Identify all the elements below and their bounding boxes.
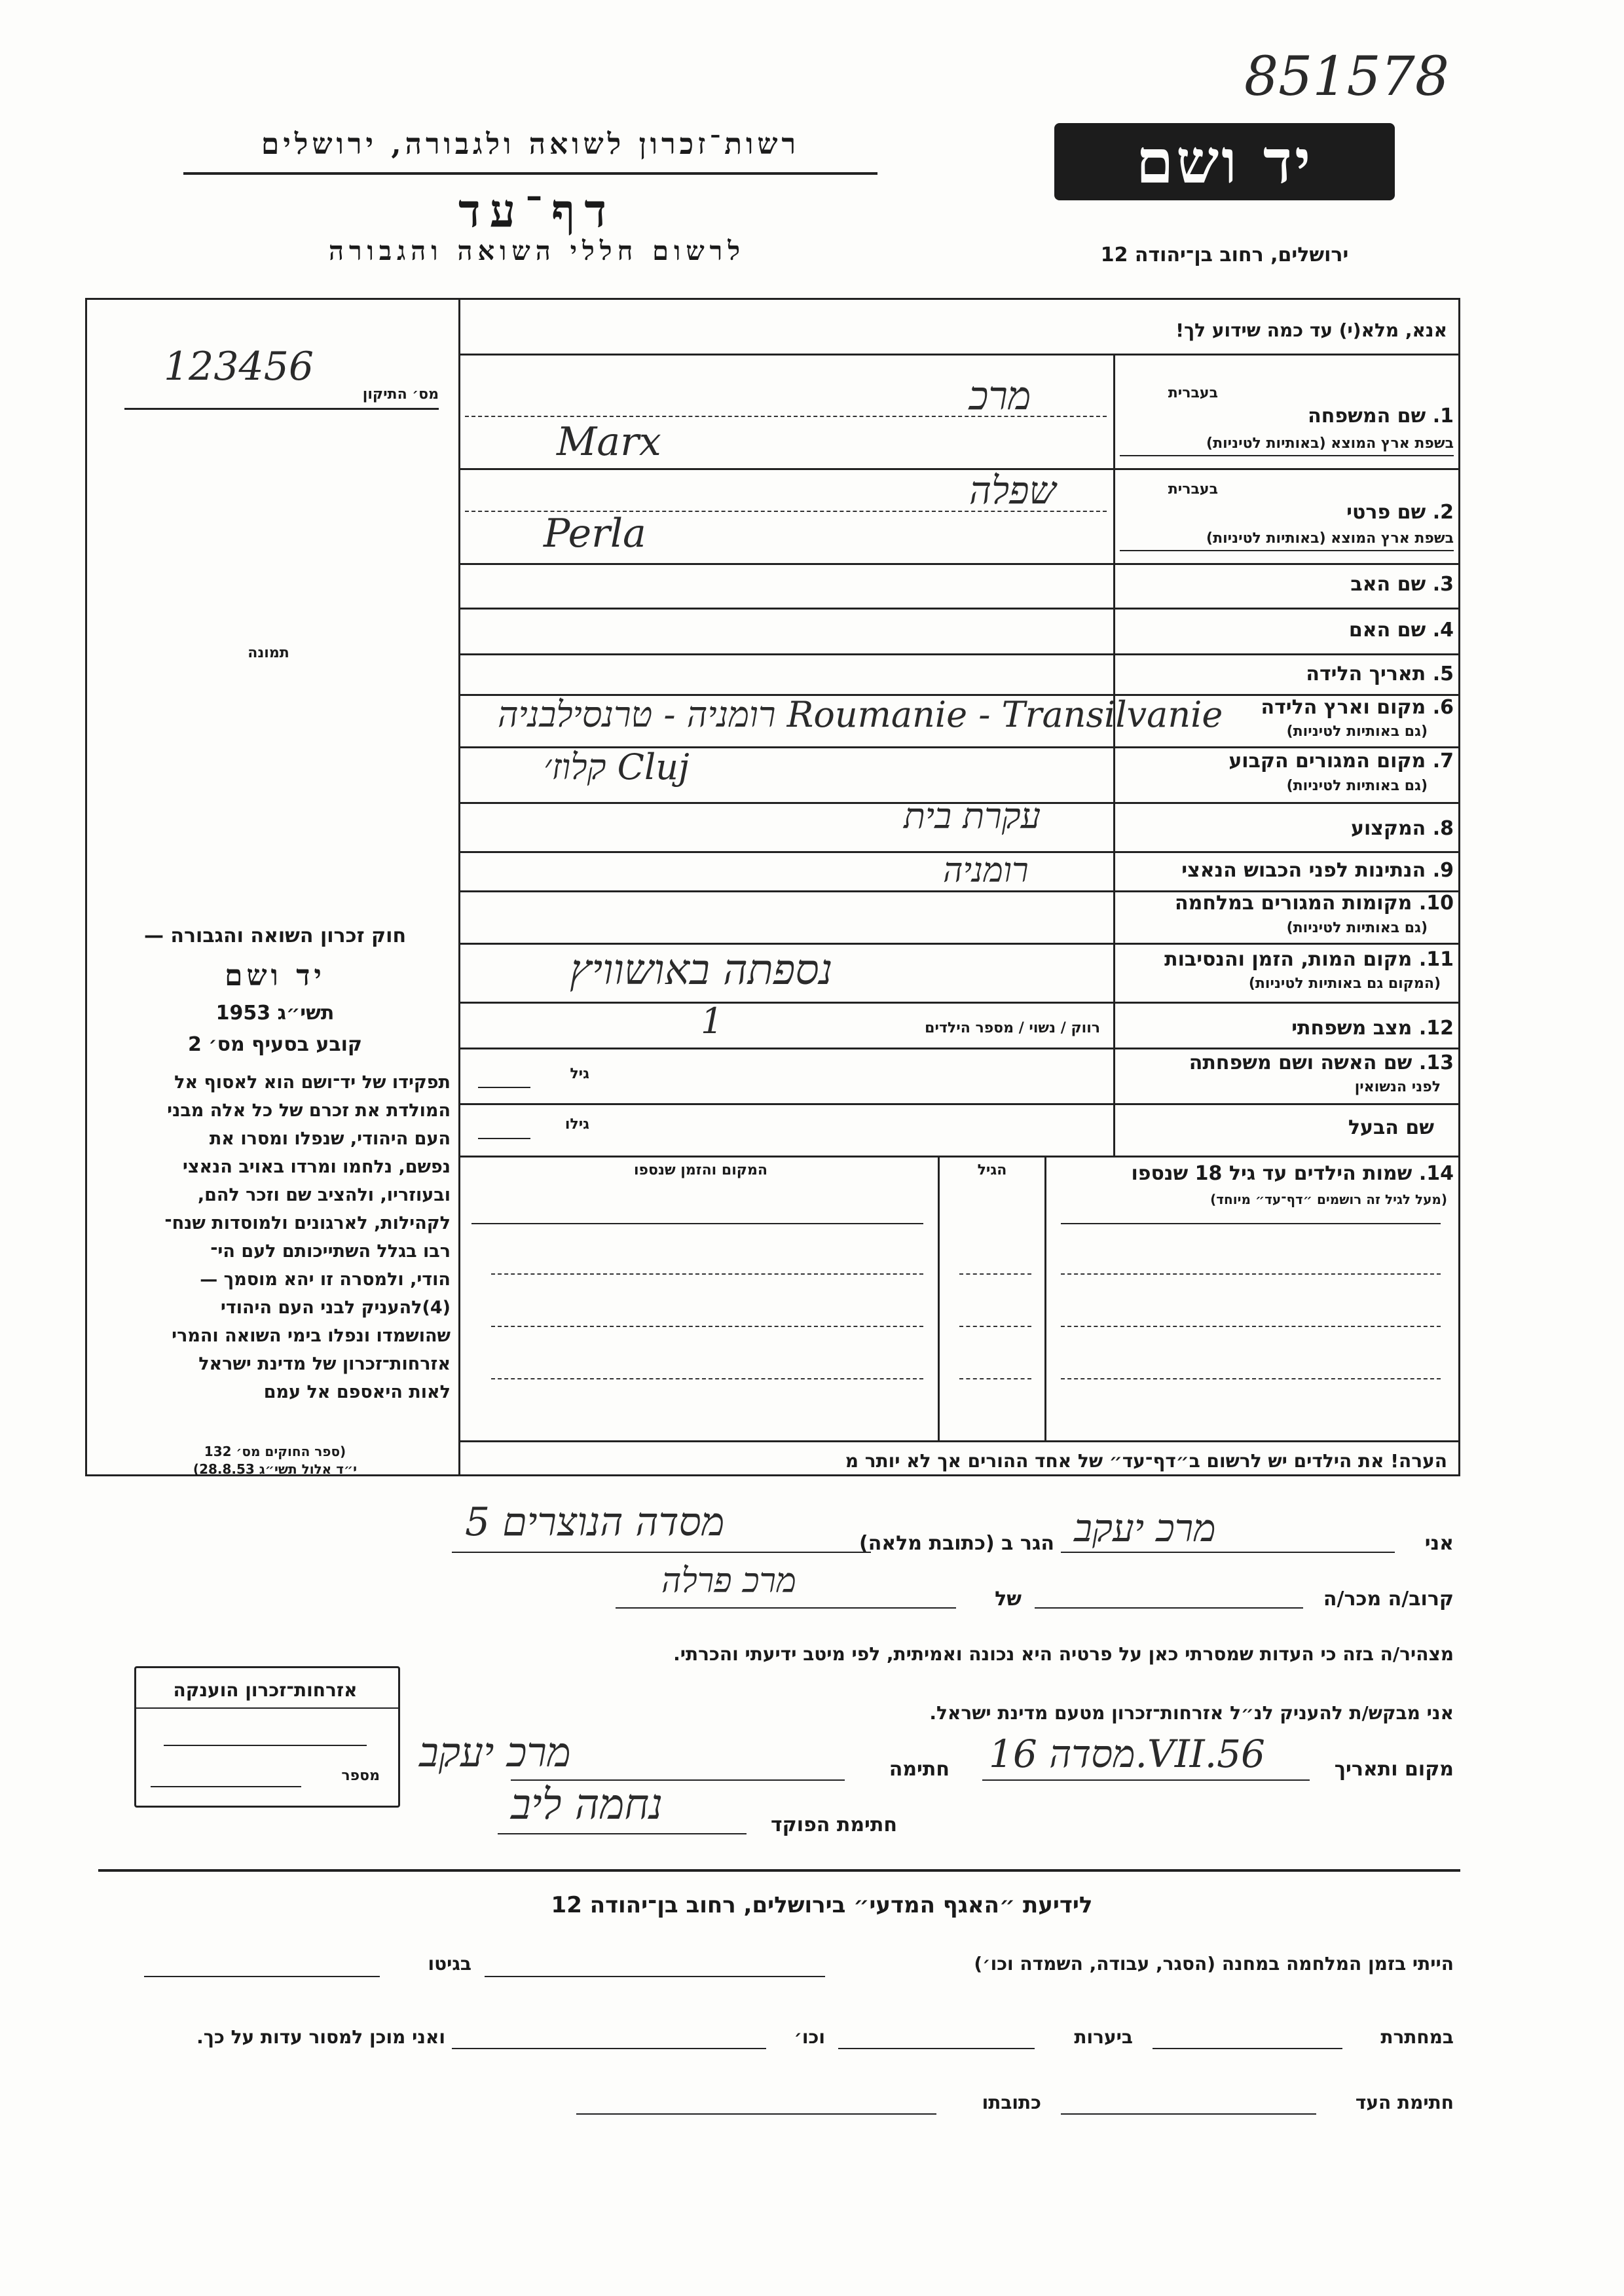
law-line: שהושמדו ונפלו בימי השואה והמרי: [172, 1326, 451, 1346]
children-age-header: הגיל: [977, 1162, 1007, 1178]
address-label: הגר ב (כתובת מלאה): [858, 1532, 1054, 1555]
field-2-sub: בשפת ארץ המוצא (באותיות לטיניות): [1206, 530, 1454, 547]
footer-forests-label: ביערות: [1074, 2026, 1133, 2048]
field-1-hand-hebrew: מרכ: [969, 373, 1031, 419]
law-name: יד ושם: [225, 959, 325, 993]
field-13-age-label: גיל: [570, 1066, 589, 1082]
declaration-statement: מצהיר/ה בזה כי העדות שמסרתי כאן על פרטיה היא נכונה ואמיתית, לפי מיטב ידיעתי והכרתי.: [673, 1643, 1454, 1665]
field-2-hand-latin: Perla: [544, 511, 646, 556]
place-date-label: מקום ותאריך: [1334, 1758, 1454, 1781]
field-7-label: 7. מקום המגורים הקבוע: [1228, 750, 1454, 773]
children-sub: (מעל לגיל זה רושמים ״דף־עד״ מיוחד): [1210, 1192, 1447, 1207]
label-column-divider: [1113, 354, 1115, 1156]
field-10-label: 10. מקומות המגורים במלחמה: [1175, 892, 1454, 915]
field-13-label: 13. שם האשה ושם משפחתה: [1189, 1051, 1454, 1074]
footer-ghetto-label: בגיטו: [428, 1953, 471, 1975]
footer-testimony-label: ואני מוכן למסור עדות על כך.: [196, 2026, 445, 2048]
law-footnote-1: (ספר החוקים מס׳ 132: [204, 1444, 346, 1459]
law-line: נפשם, נלחמו ומרדו באויב הנאצי: [182, 1157, 451, 1177]
header-rule: [183, 172, 877, 175]
field-6-sub: (גם באותיות לטיניות): [1286, 723, 1428, 740]
place-date-hand: מסדה 16.VII.56: [989, 1732, 1265, 1776]
field-12-label: 12. מצב משפחתי: [1291, 1017, 1454, 1040]
field-6-label: 6. מקום וארץ הלידה: [1261, 696, 1454, 719]
footer-address-label: כתובתו: [982, 2092, 1041, 2113]
field-1-hand-latin: Marx: [557, 419, 661, 465]
law-line: המולדת את זכרם של כל אלה מבני: [167, 1101, 451, 1121]
of-hand: מרכ פרלה: [661, 1561, 796, 1601]
certificate-number-label: מספר: [341, 1768, 380, 1784]
law-line: תפקידו של יד־ושם הוא לאסוף אל: [174, 1072, 451, 1093]
certificate-title: אזרחות־זכרון הוענקה: [173, 1679, 358, 1701]
yad-vashem-logo: יד ושם: [1054, 123, 1395, 200]
header-address: ירושלים, רחוב בן־יהודה 12: [1100, 244, 1349, 266]
footer-camp-label: הייתי בזמן המלחמה במחנה (הסגר, עבודה, השמדה וכו׳): [974, 1953, 1454, 1975]
field-1-label: 1. שם המשפחה: [1308, 405, 1454, 428]
field-2-hand-hebrew: שפלה: [969, 468, 1056, 513]
declarant-label: אני: [1424, 1532, 1454, 1555]
field-2-label: 2. שם פרטי: [1346, 501, 1454, 524]
form-subtitle: לרשום חללי השואה והגבורה: [328, 236, 746, 266]
photo-label: תמונה: [248, 645, 289, 661]
field-4-label: 4. שם האם: [1348, 619, 1454, 642]
relative-label: קרוב/ה מכר/ה: [1323, 1588, 1454, 1611]
field-8-label: 8. המקצוע: [1350, 817, 1454, 840]
file-number-value: 123456: [164, 344, 314, 390]
field-8-hand: עקרת בית: [904, 795, 1041, 837]
law-section: קובע בסעיף מס׳ 2: [187, 1033, 363, 1056]
field-10-sub: (גם באותיות לטיניות): [1286, 920, 1428, 936]
children-label: 14. שמות הילדים עד גיל 18 שנספו: [1131, 1162, 1454, 1185]
declaration-request: אני מבקש/ת להעניק לנ״ל אזרחות־זכרון מטעם מדינת ישראל.: [929, 1702, 1454, 1724]
law-line: העם היהודי, שנפלו ומסרו את: [209, 1129, 451, 1149]
field-12-hand: 1: [701, 1000, 724, 1042]
law-line: הודי, ולמסרה זו יהא מוסמך —: [200, 1269, 451, 1290]
law-footnote-2: י״ד אלול תשי״ג 28.8.53): [193, 1461, 358, 1477]
field-13-sub: לפני הנשואין: [1354, 1079, 1441, 1095]
law-year: 1953: [215, 1002, 271, 1025]
officer-signature-hand: נחמה ליב: [511, 1781, 663, 1829]
field-1-tag: בעברית: [1168, 385, 1218, 401]
field-1-sub: בשפת ארץ המוצא (באותיות לטיניות): [1206, 435, 1454, 452]
authority-title: רשות־זכרון לשואה ולגבורה, ירושלים: [261, 128, 800, 161]
footer-witness-signature-label: חתימת העד: [1355, 2092, 1454, 2113]
law-line: רבו בגלל השתייכותם לעם הי־: [210, 1241, 451, 1262]
sidebar-divider: [458, 298, 460, 1476]
field-7-sub: (גם באותיות לטיניות): [1286, 778, 1428, 794]
law-line: לקהילות, לארגונים ולמוסדות שנח־: [164, 1213, 451, 1233]
law-paragraph: [97, 1068, 451, 1406]
law-hebrew-year: תשי״ג: [277, 1002, 335, 1025]
form-title: דף־עד: [458, 183, 616, 238]
field-11-hand: נספתה באושוויץ: [570, 946, 833, 994]
footer-title: לידיעת ״האגף המדעי״ בירושלים, רחוב בן־יהודה 12: [551, 1892, 1093, 1918]
field-9-hand: רומניה: [943, 851, 1029, 890]
declarant-hand: מרכ יעקב: [1074, 1506, 1216, 1550]
footer-underground-label: במחתרת: [1380, 2026, 1454, 2048]
of-label: של: [995, 1588, 1022, 1611]
law-line: אזרחות־זכרון של מדינת ישראל: [198, 1354, 451, 1374]
address-hand: מסדה הנוצרים 5: [465, 1499, 725, 1545]
field-5-label: 5. תאריך הלידה: [1306, 663, 1454, 685]
law-line: ובעוזריו, ולהציב שם וזכר להם,: [197, 1185, 451, 1205]
law-title: חוק זכרון השואה והגבורה —: [143, 924, 407, 947]
field-3-label: 3. שם האב: [1350, 573, 1454, 596]
field-2-tag: בעברית: [1168, 481, 1218, 498]
children-note: הערה! את הילדים יש לרשום ב״דף־עד״ של אחד ההורים אך לא יותר מ: [845, 1450, 1447, 1472]
spouse-label: שם הבעל: [1348, 1116, 1434, 1139]
law-year-line: [105, 1002, 445, 1025]
footer-etc-label: וכו׳: [794, 2026, 825, 2048]
field-6-hand: רומניה - טרנסילבניה Roumanie - Transilvanie: [498, 694, 1223, 735]
law-line: לאות היאספם אל עמם: [263, 1382, 451, 1402]
field-11-sub: (המקום גם באותיות לטיניות): [1248, 975, 1441, 992]
signature-label: חתימה: [889, 1758, 950, 1781]
officer-label: חתימת הפוקד: [771, 1813, 897, 1836]
field-11-label: 11. מקום המות, הזמן והנסיבות: [1164, 948, 1454, 971]
spouse-age-label: גילו: [564, 1116, 589, 1133]
field-9-label: 9. הנתינות לפני הכבוש הנאצי: [1181, 859, 1454, 882]
intro-rule: [458, 354, 1460, 355]
archive-number: 851578: [1244, 46, 1450, 108]
field-7-hand: קלוז׳ Cluj: [544, 746, 690, 788]
form-intro: אנא, מלא(י) עד כמה שידוע לך!: [1175, 319, 1447, 341]
field-12-options: רווק / נשוי / מספר הילדים: [925, 1020, 1100, 1036]
signature-hand: מרכ יעקב: [419, 1728, 571, 1776]
children-place-header: המקום והזמן שנספו: [634, 1162, 767, 1178]
law-line: (4)להעניק לבני העם היהודי: [220, 1298, 451, 1318]
file-number-label: מס׳ התיקון: [362, 386, 439, 403]
footer-rule: [98, 1869, 1460, 1872]
